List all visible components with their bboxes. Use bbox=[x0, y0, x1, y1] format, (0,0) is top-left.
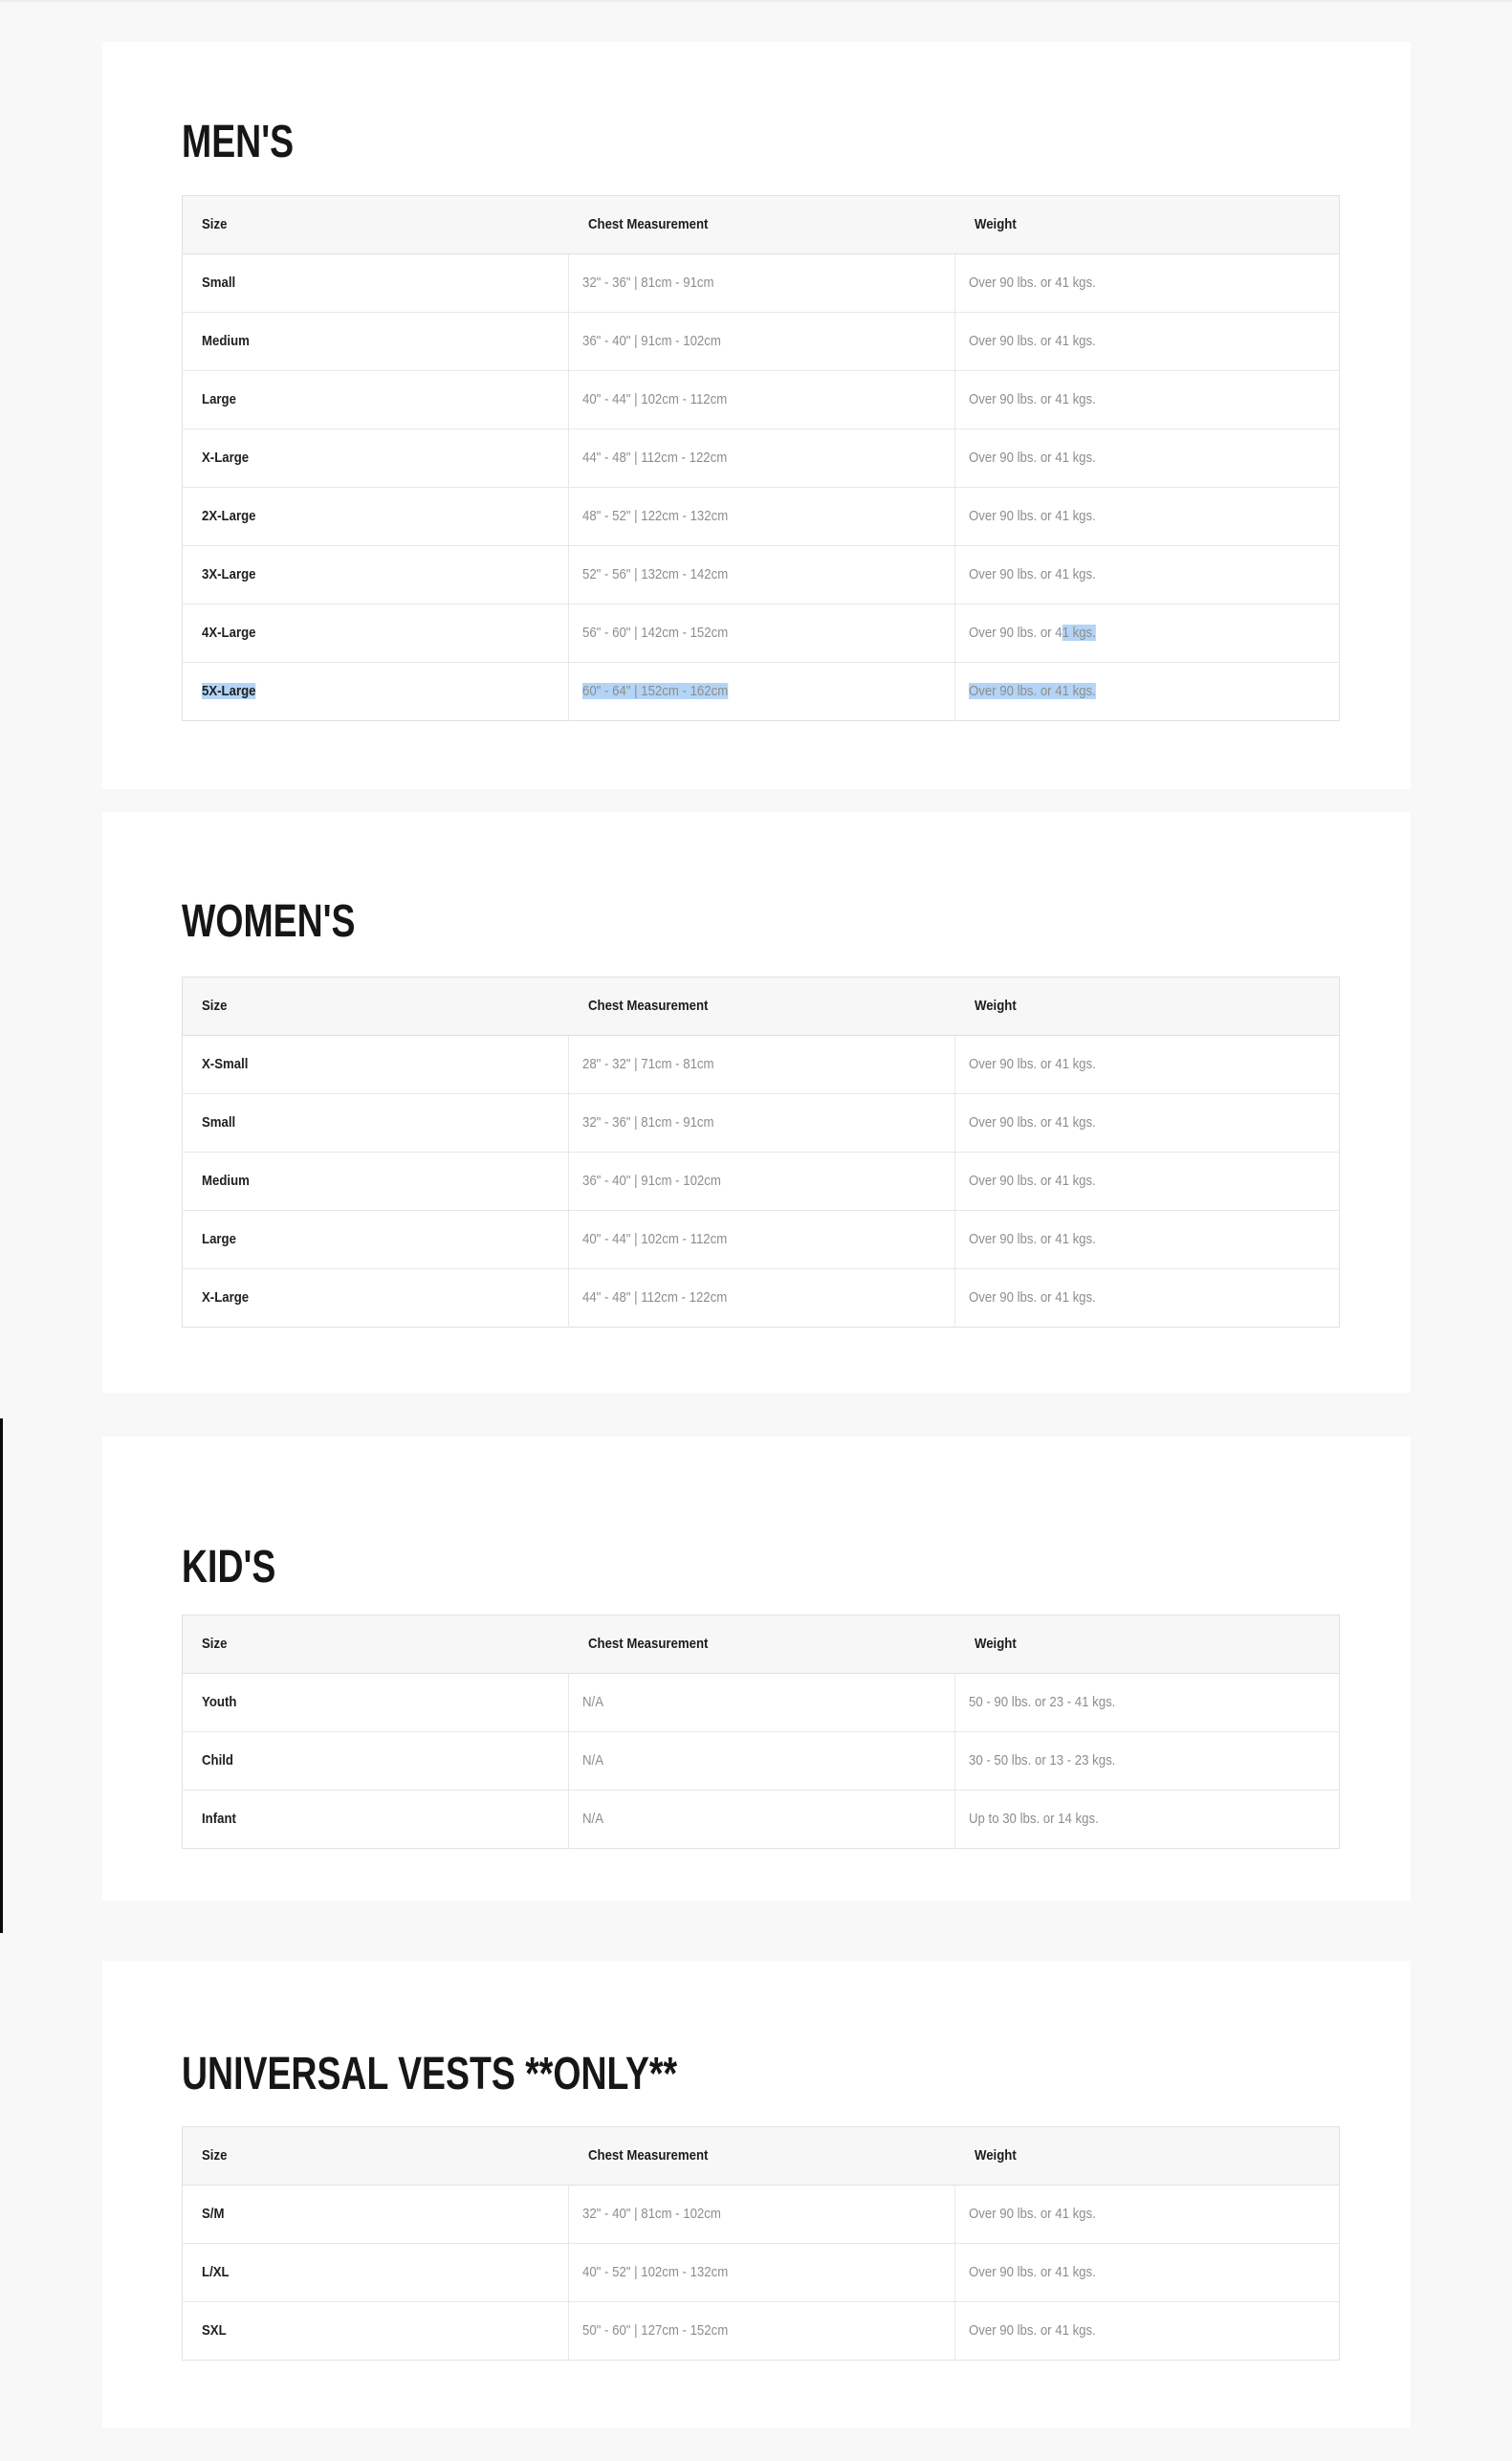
kids-size-table bbox=[182, 1615, 1340, 1849]
table-row bbox=[183, 370, 1340, 428]
size-cell bbox=[183, 662, 569, 720]
weight-cell: Over 90 lbs. or 41 kgs. bbox=[955, 487, 1340, 545]
section-title-text: WOMEN'S bbox=[182, 896, 356, 947]
size-cell: S/M bbox=[183, 2185, 569, 2243]
table-row bbox=[183, 1673, 1340, 1731]
chest-cell: 28" - 32" | 71cm - 81cm bbox=[569, 1035, 955, 1093]
column-header-chest: Chest Measurement bbox=[569, 977, 955, 1035]
table-row bbox=[183, 604, 1340, 662]
weight-cell: Over 90 lbs. or 41 kgs. bbox=[955, 1268, 1340, 1327]
weight-cell: 30 - 50 lbs. or 13 - 23 kgs. bbox=[955, 1731, 1340, 1790]
chest-cell: 32" - 40" | 81cm - 102cm bbox=[569, 2185, 955, 2243]
table-row-selected bbox=[183, 662, 1340, 720]
chest-cell: 48" - 52" | 122cm - 132cm bbox=[569, 487, 955, 545]
womens-size-table bbox=[182, 977, 1340, 1328]
chest-cell bbox=[569, 662, 955, 720]
universal-vests-section-card bbox=[102, 1961, 1411, 2428]
chest-cell: 44" - 48" | 112cm - 122cm bbox=[569, 1268, 955, 1327]
weight-cell: Over 90 lbs. or 41 kgs. bbox=[955, 1035, 1340, 1093]
table-header-row bbox=[183, 2126, 1340, 2185]
chest-cell: N/A bbox=[569, 1673, 955, 1731]
size-cell: Child bbox=[183, 1731, 569, 1790]
section-title-mens bbox=[182, 117, 1339, 168]
table-row bbox=[183, 1035, 1340, 1093]
column-header-size: Size bbox=[183, 977, 569, 1035]
table-header-row bbox=[183, 977, 1340, 1035]
column-header-weight: Weight bbox=[955, 977, 1340, 1035]
column-header-weight: Weight bbox=[955, 195, 1340, 253]
section-title-text: MEN'S bbox=[182, 117, 295, 167]
weight-cell: Up to 30 lbs. or 14 kgs. bbox=[955, 1790, 1340, 1848]
weight-cell: Over 90 lbs. or 41 kgs. bbox=[955, 2243, 1340, 2301]
chest-cell: 32" - 36" | 81cm - 91cm bbox=[569, 253, 955, 312]
mens-section-card bbox=[102, 42, 1411, 789]
selected-text: 60" - 64" | 152cm - 162cm bbox=[582, 682, 729, 699]
column-header-weight: Weight bbox=[955, 1615, 1340, 1673]
table-header-row bbox=[183, 1615, 1340, 1673]
chest-cell: 40" - 44" | 102cm - 112cm bbox=[569, 1210, 955, 1268]
chest-cell: 36" - 40" | 91cm - 102cm bbox=[569, 1152, 955, 1210]
weight-cell bbox=[955, 662, 1340, 720]
column-header-chest: Chest Measurement bbox=[569, 1615, 955, 1673]
section-title-womens bbox=[182, 896, 1339, 948]
column-header-size: Size bbox=[183, 1615, 569, 1673]
chest-cell: 44" - 48" | 112cm - 122cm bbox=[569, 428, 955, 487]
size-cell: Youth bbox=[183, 1673, 569, 1731]
size-cell: Large bbox=[183, 370, 569, 428]
mens-size-table bbox=[182, 195, 1340, 721]
left-scrollbar-thumb[interactable] bbox=[0, 1418, 3, 1933]
weight-text: Over 90 lbs. or 4 bbox=[969, 624, 1063, 641]
size-cell: Small bbox=[183, 1093, 569, 1152]
weight-cell: Over 90 lbs. or 41 kgs. bbox=[955, 253, 1340, 312]
selected-text: Over 90 lbs. or 41 kgs. bbox=[969, 682, 1096, 699]
chest-cell: N/A bbox=[569, 1790, 955, 1848]
column-header-weight: Weight bbox=[955, 2126, 1340, 2185]
table-row bbox=[183, 1790, 1340, 1848]
table-row bbox=[183, 487, 1340, 545]
table-row bbox=[183, 2301, 1340, 2360]
table-row bbox=[183, 253, 1340, 312]
size-cell: SXL bbox=[183, 2301, 569, 2360]
chest-cell: 40" - 52" | 102cm - 132cm bbox=[569, 2243, 955, 2301]
section-title-text: KID'S bbox=[182, 1542, 276, 1593]
table-row bbox=[183, 312, 1340, 370]
size-cell: L/XL bbox=[183, 2243, 569, 2301]
column-header-chest: Chest Measurement bbox=[569, 2126, 955, 2185]
column-header-size: Size bbox=[183, 2126, 569, 2185]
table-row bbox=[183, 1731, 1340, 1790]
section-title-universal-vests bbox=[182, 2049, 1339, 2100]
universal-vests-size-table bbox=[182, 2126, 1340, 2361]
selected-text: 5X-Large bbox=[202, 682, 256, 699]
weight-cell: Over 90 lbs. or 41 kgs. bbox=[955, 1093, 1340, 1152]
size-cell: 4X-Large bbox=[183, 604, 569, 662]
weight-cell: Over 90 lbs. or 41 kgs. bbox=[955, 2301, 1340, 2360]
chest-cell: 56" - 60" | 142cm - 152cm bbox=[569, 604, 955, 662]
table-row bbox=[183, 1152, 1340, 1210]
chest-cell: 36" - 40" | 91cm - 102cm bbox=[569, 312, 955, 370]
weight-cell: Over 90 lbs. or 41 kgs. bbox=[955, 545, 1340, 604]
section-title-text: UNIVERSAL VESTS **ONLY** bbox=[182, 2049, 678, 2099]
kids-section-card bbox=[102, 1437, 1411, 1901]
selected-text: 1 kgs. bbox=[1062, 624, 1096, 641]
chest-cell: 52" - 56" | 132cm - 142cm bbox=[569, 545, 955, 604]
size-cell: Small bbox=[183, 253, 569, 312]
size-cell: Medium bbox=[183, 1152, 569, 1210]
table-row bbox=[183, 2185, 1340, 2243]
size-cell: X-Large bbox=[183, 1268, 569, 1327]
size-cell: Infant bbox=[183, 1790, 569, 1848]
weight-cell: Over 90 lbs. or 41 kgs. bbox=[955, 1210, 1340, 1268]
table-row bbox=[183, 1093, 1340, 1152]
column-header-chest: Chest Measurement bbox=[569, 195, 955, 253]
size-cell: Medium bbox=[183, 312, 569, 370]
weight-cell: Over 90 lbs. or 41 kgs. bbox=[955, 1152, 1340, 1210]
table-row bbox=[183, 545, 1340, 604]
weight-cell: 50 - 90 lbs. or 23 - 41 kgs. bbox=[955, 1673, 1340, 1731]
chest-cell: 32" - 36" | 81cm - 91cm bbox=[569, 1093, 955, 1152]
section-title-kids bbox=[182, 1542, 1339, 1593]
weight-cell: Over 90 lbs. or 41 kgs. bbox=[955, 370, 1340, 428]
column-header-size: Size bbox=[183, 195, 569, 253]
womens-section-card bbox=[102, 812, 1411, 1393]
table-header-row bbox=[183, 195, 1340, 253]
size-cell: 3X-Large bbox=[183, 545, 569, 604]
weight-cell: Over 90 lbs. or 41 kgs. bbox=[955, 428, 1340, 487]
size-cell: 2X-Large bbox=[183, 487, 569, 545]
table-row bbox=[183, 428, 1340, 487]
chest-cell: N/A bbox=[569, 1731, 955, 1790]
size-cell: X-Large bbox=[183, 428, 569, 487]
table-row bbox=[183, 1268, 1340, 1327]
table-row bbox=[183, 1210, 1340, 1268]
weight-cell-partially-selected bbox=[955, 604, 1340, 662]
table-row bbox=[183, 2243, 1340, 2301]
chest-cell: 40" - 44" | 102cm - 112cm bbox=[569, 370, 955, 428]
chest-cell: 50" - 60" | 127cm - 152cm bbox=[569, 2301, 955, 2360]
size-cell: Large bbox=[183, 1210, 569, 1268]
weight-cell: Over 90 lbs. or 41 kgs. bbox=[955, 2185, 1340, 2243]
size-cell: X-Small bbox=[183, 1035, 569, 1093]
weight-cell: Over 90 lbs. or 41 kgs. bbox=[955, 312, 1340, 370]
page-top-rule bbox=[0, 0, 1512, 2]
